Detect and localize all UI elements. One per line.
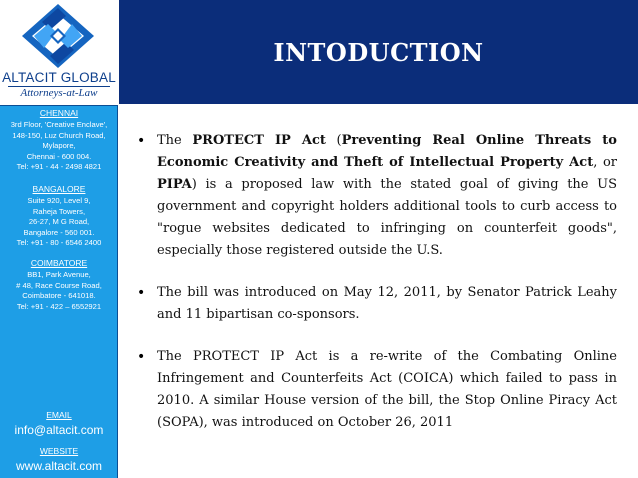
office-phone: Tel: +91 - 80 - 6546 2400 <box>16 238 102 247</box>
altacit-logo-icon <box>20 2 96 70</box>
slide-title: INTODUCTION <box>273 38 484 67</box>
bullet-icon: • <box>137 349 146 365</box>
office-phone: Tel: +91 - 422 – 6552921 <box>16 301 102 311</box>
slide-content <box>137 130 617 454</box>
office-address-line: Raheja Towers, <box>32 206 86 216</box>
logo <box>0 0 118 106</box>
bullet-text: The bill was introduced on May 12, 2011, by Senator Patrick Leahy and 11 bipartisan co-sponsors. <box>157 285 617 322</box>
bullet-icon: • <box>137 133 146 149</box>
office-address-line: 148-150, Luz Church Road, <box>12 130 106 140</box>
office-address-line: Chennai - 600 004. <box>26 151 92 161</box>
office-chennai <box>0 108 118 173</box>
website-link[interactable]: www.altacit.com <box>15 459 103 473</box>
bullet-text: The PROTECT IP Act (Preventing Real Online Threats to Economic Creativity and Theft of Intellectual Property Act, or PIPA) is a proposed law with the stated goal of giving the US government and copyright holders additional tools to curb access to "rogue websites dedicated to infringing on counterfeit goods", especially those registered outside the U.S. <box>157 133 617 258</box>
office-address-line: Mylapore, <box>42 141 76 150</box>
title-bar <box>119 0 638 104</box>
office-address-line: # 48, Race Course Road, <box>16 280 102 290</box>
office-address-line: BB1, Park Avenue, <box>27 270 91 279</box>
office-coimbatore <box>0 258 118 312</box>
sidebar <box>0 0 118 478</box>
office-address-line: Bangalore - 560 001. <box>23 227 95 237</box>
bullet-item <box>137 282 617 326</box>
email-link[interactable]: info@altacit.com <box>14 423 104 437</box>
office-city: BANGALORE <box>32 184 86 194</box>
office-city: CHENNAI <box>39 108 79 118</box>
office-city: COIMBATORE <box>30 258 88 268</box>
office-address-line: Suite 920, Level 9, <box>27 196 91 205</box>
office-address-line: 3rd Floor, 'Creative Enclave', <box>10 120 108 129</box>
bullet-item <box>137 130 617 262</box>
website-label: WEBSITE <box>39 446 79 456</box>
email-label: EMAIL <box>46 410 72 420</box>
office-address-line: Coimbatore - 641018. <box>22 291 96 300</box>
bullet-text: The PROTECT IP Act is a re-write of the Combating Online Infringement and Counterfeits Act (COICA) which failed to pass in 2010. A similar House version of the bill, the Stop Online Piracy Act (SOPA), was introduced on October 26, 2011 <box>157 349 617 430</box>
office-address-line: 26-27, M G Road, <box>28 217 90 226</box>
logo-tagline: Attorneys-at-Law <box>20 87 98 99</box>
bullet-icon: • <box>137 285 146 301</box>
office-phone: Tel: +91 - 44 - 2498 4821 <box>16 162 102 171</box>
logo-name: ALTACIT GLOBAL <box>2 70 116 85</box>
office-bangalore <box>0 184 118 249</box>
bullet-item <box>137 346 617 434</box>
